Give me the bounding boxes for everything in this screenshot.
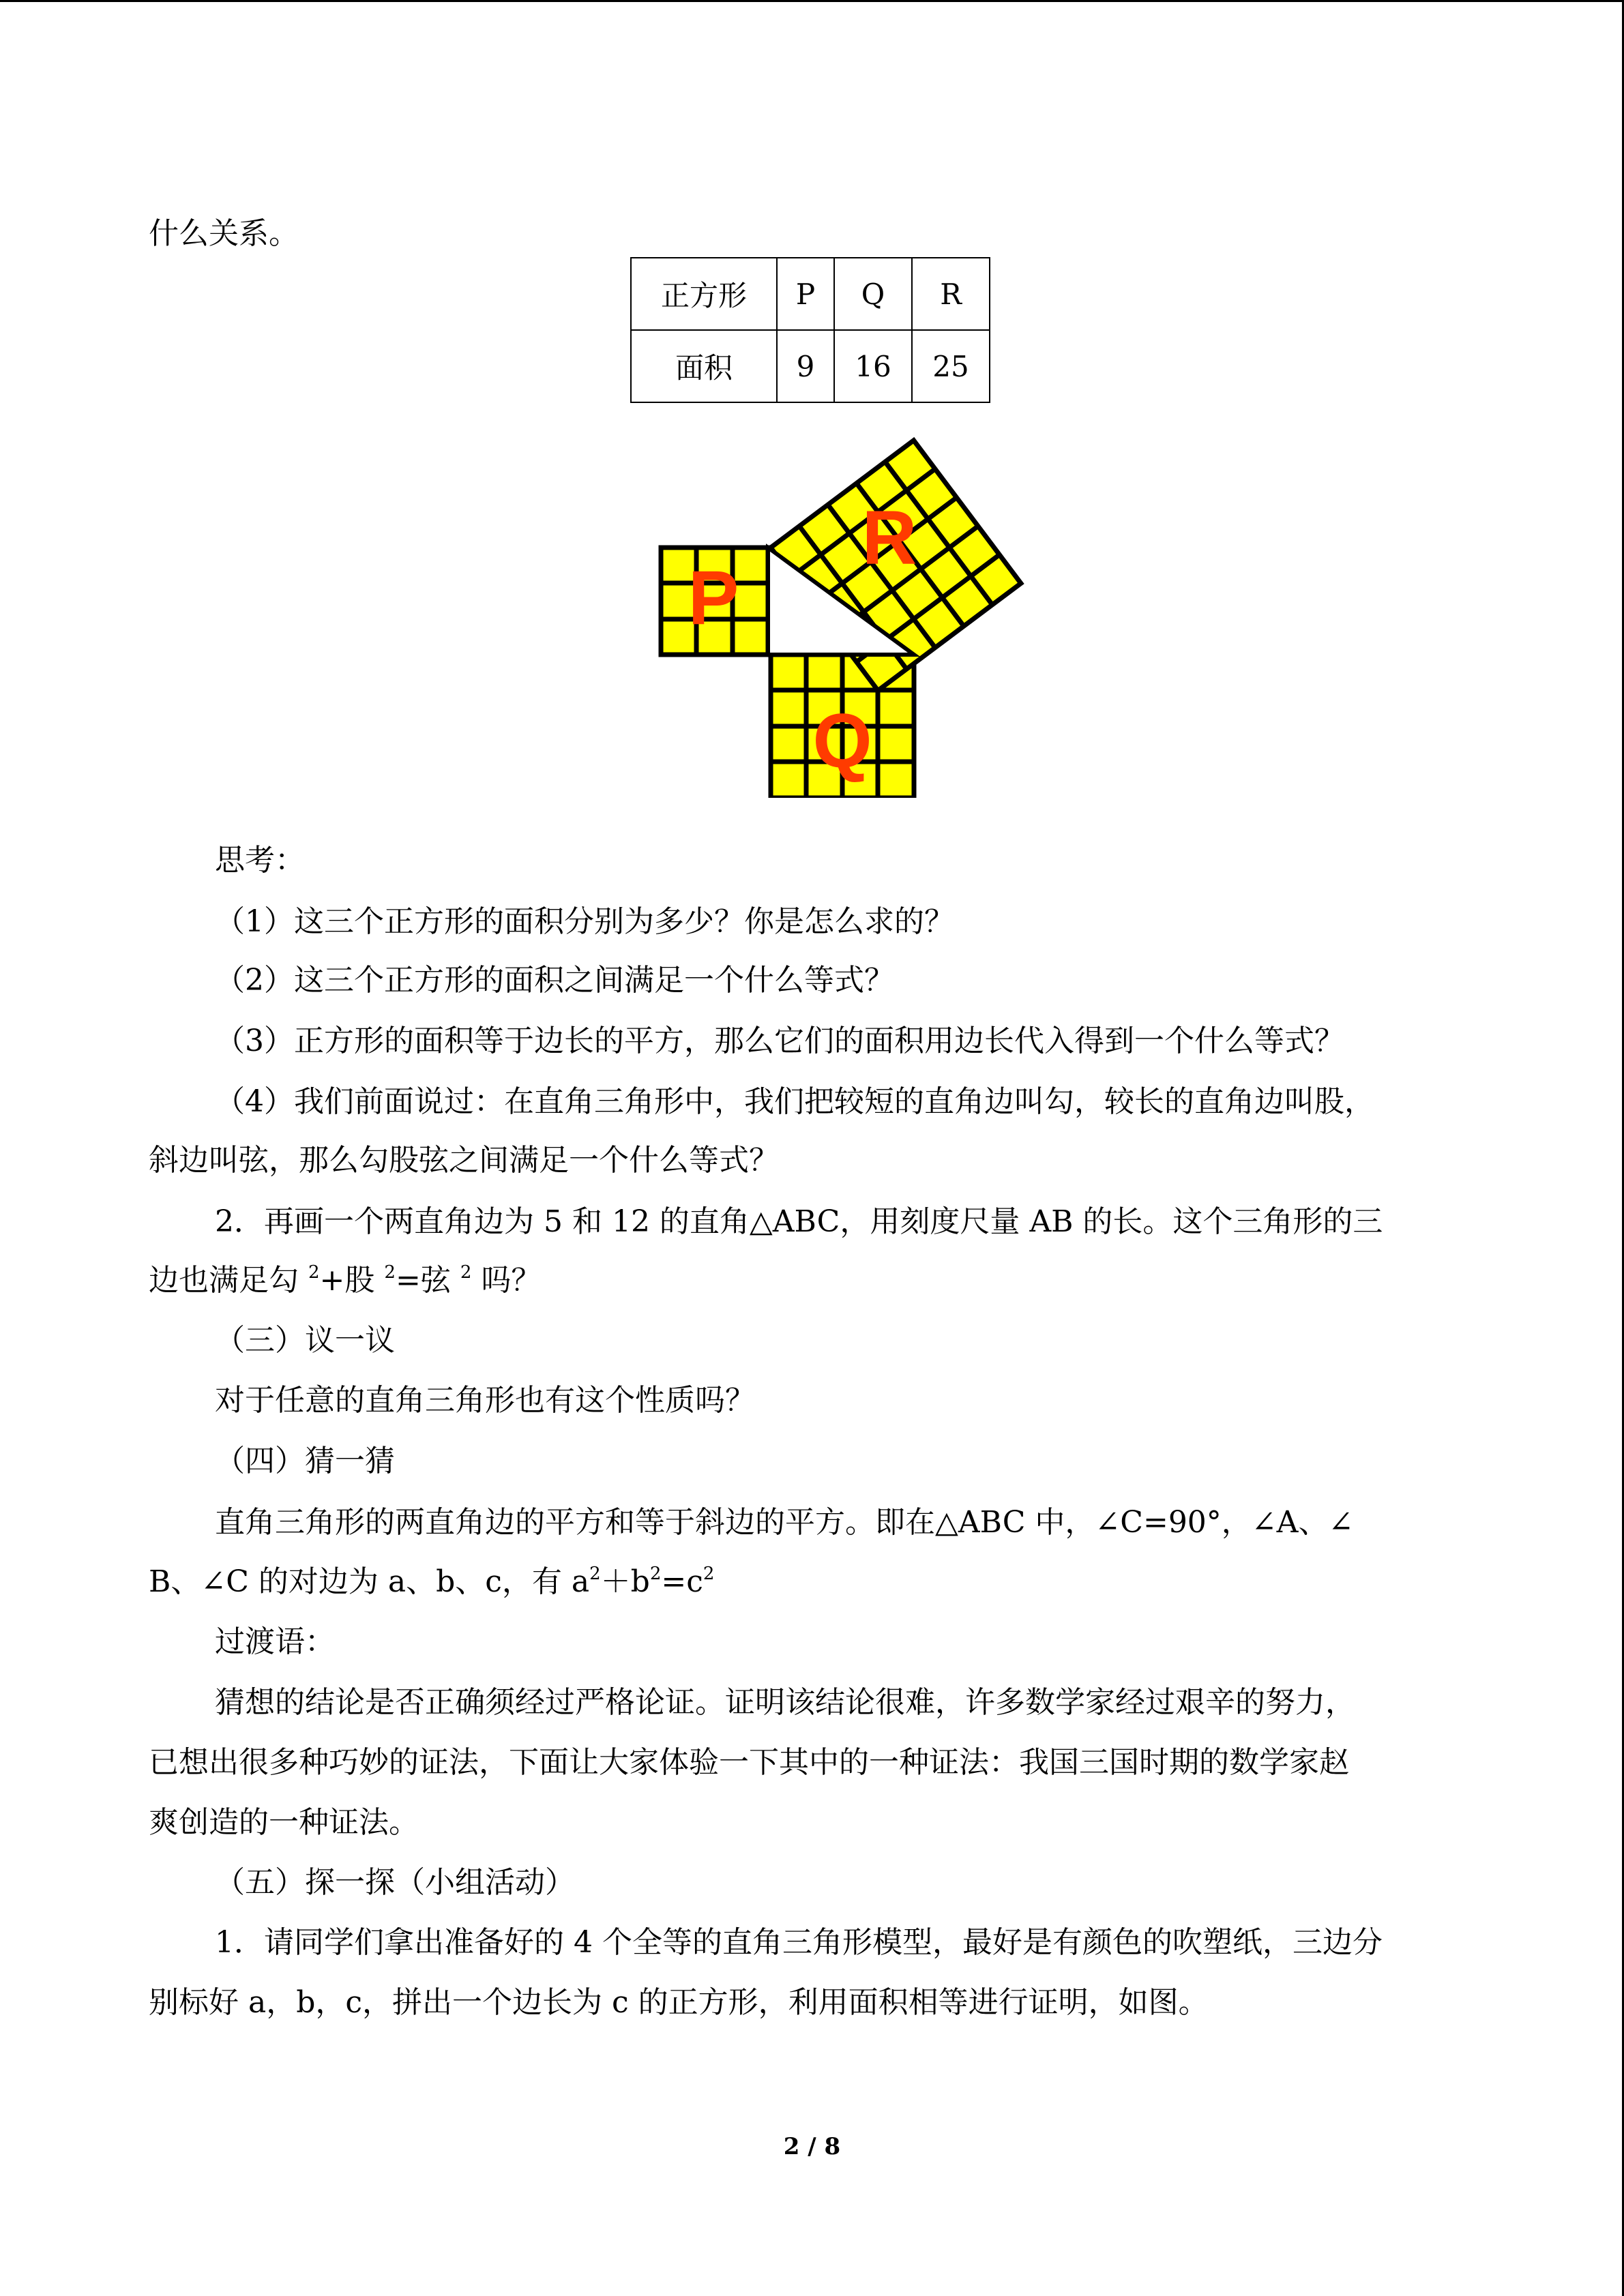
superscript: 2 (308, 1262, 320, 1283)
transition-line1: 猜想的结论是否正确须经过严格论证。证明该结论很难，许多数学家经过艰辛的努力， (215, 1685, 1355, 1720)
pythagoras-squares-figure (655, 402, 1037, 798)
table-cell: Q (834, 258, 912, 330)
think-q4-line1: （4）我们前面说过：在直角三角形中，我们把较短的直角边叫勾，较长的直角边叫股， (215, 1084, 1374, 1119)
table-row (631, 330, 990, 402)
superscript: 2 (649, 1564, 662, 1584)
superscript: 2 (703, 1564, 715, 1584)
step2-line1: 2．再画一个两直角边为 5 和 12 的直角△ABC，用刻度尺量 AB 的长。这个三角形的三 (215, 1204, 1383, 1239)
table-cell: P (777, 258, 834, 330)
step2-text: +股 (319, 1263, 385, 1298)
discuss-title: （三）议一议 (215, 1323, 395, 1358)
guess-line1: 直角三角形的两直角边的平方和等于斜边的平方。即在△ABC 中，∠C=90°，∠A、∠ (215, 1505, 1354, 1540)
transition-title: 过渡语： (215, 1624, 335, 1659)
explore-line2: 别标好 a，b，c，拼出一个边长为 c 的正方形，利用面积相等进行证明，如图。 (149, 1985, 1209, 2020)
label-q: Q (812, 698, 872, 784)
intro-tail: 什么关系。 (149, 216, 299, 251)
think-q3: （3）正方形的面积等于边长的平方，那么它们的面积用边长代入得到一个什么等式？ (215, 1024, 1344, 1058)
guess-text: ＋b (600, 1564, 650, 1599)
transition-line3: 爽创造的一种证法。 (149, 1805, 419, 1840)
think-title: 思考： (215, 843, 305, 878)
table-cell: 25 (912, 330, 990, 402)
superscript: 2 (384, 1262, 396, 1283)
think-q4-line2: 斜边叫弦，那么勾股弦之间满足一个什么等式？ (149, 1143, 779, 1178)
table-cell: 正方形 (631, 258, 777, 330)
area-table (630, 257, 990, 403)
discuss-text: 对于任意的直角三角形也有这个性质吗？ (215, 1383, 755, 1418)
explore-title: （五）探一探（小组活动） (215, 1865, 575, 1900)
think-q1: （1）这三个正方形的面积分别为多少？你是怎么求的？ (215, 904, 954, 939)
superscript: 2 (460, 1262, 472, 1283)
step2-text: 吗？ (471, 1263, 542, 1298)
table-cell: R (912, 258, 990, 330)
table-cell: 9 (777, 330, 834, 402)
table-row (631, 258, 990, 330)
step2-text: 边也满足勾 (149, 1263, 308, 1298)
label-r: R (861, 495, 917, 580)
think-q2: （2）这三个正方形的面积之间满足一个什么等式？ (215, 963, 894, 998)
guess-line2 (149, 1562, 714, 1602)
transition-line2: 已想出很多种巧妙的证法，下面让大家体验一下其中的一种证法：我国三国时期的数学家赵 (149, 1745, 1349, 1780)
page-border-top (0, 0, 1624, 2)
label-p: P (688, 555, 739, 640)
table-cell: 16 (834, 330, 912, 402)
page-number: 2 / 8 (783, 2133, 841, 2160)
step2-line2 (149, 1260, 541, 1301)
guess-text: B、∠C 的对边为 a、b、c，有 a (149, 1564, 590, 1599)
step2-text: =弦 (395, 1263, 460, 1298)
table-cell: 面积 (631, 330, 777, 402)
guess-text: =c (661, 1564, 703, 1599)
guess-title: （四）猜一猜 (215, 1444, 395, 1478)
superscript: 2 (589, 1564, 601, 1584)
explore-line1: 1．请同学们拿出准备好的 4 个全等的直角三角形模型，最好是有颜色的吹塑纸，三边分 (215, 1925, 1383, 1960)
